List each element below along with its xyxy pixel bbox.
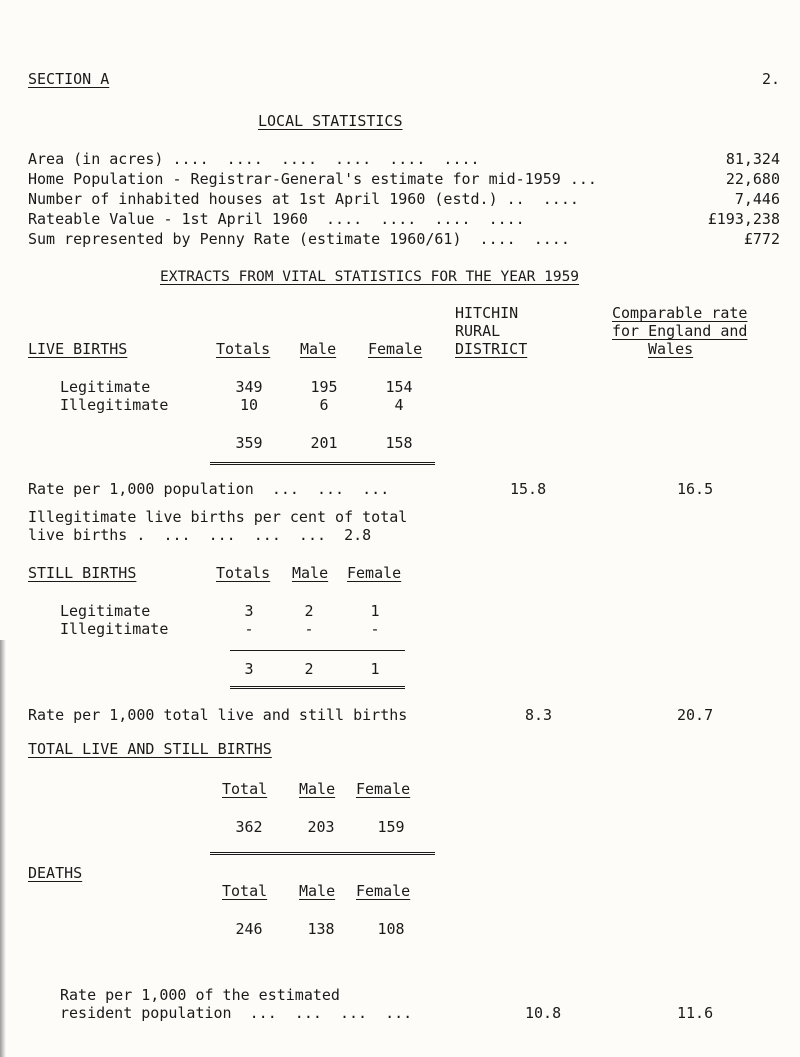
row-label: Legitimate	[60, 602, 151, 620]
double-rule	[230, 686, 405, 689]
cell-total: 349	[235, 378, 263, 396]
sum-female: 158	[385, 434, 413, 452]
cell-male: 195	[310, 378, 338, 396]
col-female: Female	[356, 882, 411, 900]
cell-total: 3	[244, 602, 254, 620]
cell-total: -	[244, 620, 254, 638]
cell-male: 6	[319, 396, 329, 414]
col-male: Male	[299, 882, 336, 900]
cell-female: 154	[385, 378, 413, 396]
double-rule	[210, 462, 435, 465]
col-female: Female	[368, 340, 423, 358]
stat-row-value: 22,680	[725, 170, 780, 188]
stat-row-label: Area (in acres) .... .... .... .... .... ....	[28, 150, 480, 168]
col-total: Total	[222, 882, 268, 900]
stat-row-value: £193,238	[707, 210, 780, 228]
rate-label: resident population ... ... ... ...	[60, 1004, 413, 1022]
col-totals: Totals	[216, 340, 271, 358]
page-edge-shadow	[0, 640, 6, 1057]
still-births-heading: STILL BIRTHS	[28, 564, 137, 582]
col-total: Total	[222, 780, 268, 798]
stat-row-label: Sum represented by Penny Rate (estimate 1960/61) .... ....	[28, 230, 570, 248]
live-births-heading: LIVE BIRTHS	[28, 340, 128, 358]
cell-male: 203	[307, 818, 335, 836]
rate-label: Rate per 1,000 total live and still births	[28, 706, 408, 724]
row-label: Illegitimate	[60, 620, 169, 638]
rate-england: 11.6	[677, 1004, 714, 1022]
deaths-heading: DEATHS	[28, 864, 83, 882]
rate-label: Rate per 1,000 population ... ... ...	[28, 480, 390, 498]
cell-female: 108	[377, 920, 405, 938]
rate-hitchin: 8.3	[525, 706, 553, 724]
row-label: Legitimate	[60, 378, 151, 396]
illegitimate-percent-label: live births . ... ... ... ... 2.8	[28, 526, 372, 544]
col-totals: Totals	[216, 564, 271, 582]
col-male: Male	[300, 340, 337, 358]
stat-row-value: 81,324	[725, 150, 780, 168]
stat-row-label: Home Population - Registrar-General's estimate for mid-1959 ...	[28, 170, 597, 188]
page-number: 2.	[761, 70, 780, 88]
cell-total: 246	[235, 920, 263, 938]
col-female: Female	[347, 564, 402, 582]
rate-hitchin: 15.8	[510, 480, 547, 498]
extracts-title: EXTRACTS FROM VITAL STATISTICS FOR THE YEAR 1959	[160, 269, 580, 285]
col-male: Male	[292, 564, 329, 582]
cell-total: 10	[239, 396, 259, 414]
stat-row-label: Number of inhabited houses at 1st April 1960 (estd.) .. ....	[28, 190, 579, 208]
hitchin-head: HITCHIN	[455, 304, 519, 322]
rate-label: Rate per 1,000 of the estimated	[60, 986, 340, 1004]
sum-total: 359	[235, 434, 263, 452]
stat-row-value: £772	[743, 230, 780, 248]
illegitimate-percent-label: Illegitimate live births per cent of total	[28, 508, 408, 526]
cell-female: -	[370, 620, 380, 638]
total-births-heading: TOTAL LIVE AND STILL BIRTHS	[28, 740, 272, 758]
comparable-head: Comparable rate	[612, 304, 748, 322]
stat-row-label: Rateable Value - 1st April 1960 .... .... .... ....	[28, 210, 525, 228]
hitchin-head: DISTRICT	[455, 340, 528, 358]
rate-england: 16.5	[677, 480, 714, 498]
stat-row-value: 7,446	[734, 190, 780, 208]
comparable-head: Wales	[648, 340, 694, 358]
cell-female: 4	[394, 396, 404, 414]
comparable-head: for England and	[612, 322, 748, 340]
cell-female: 159	[377, 818, 405, 836]
rule	[230, 650, 405, 651]
sum-female: 1	[370, 660, 380, 678]
row-label: Illegitimate	[60, 396, 169, 414]
section-label: SECTION A	[28, 70, 110, 88]
double-rule	[210, 852, 435, 855]
cell-female: 1	[370, 602, 380, 620]
page-title: LOCAL STATISTICS	[258, 112, 403, 130]
col-female: Female	[356, 780, 411, 798]
rate-england: 20.7	[677, 706, 714, 724]
sum-male: 201	[310, 434, 338, 452]
cell-male: 138	[307, 920, 335, 938]
col-male: Male	[299, 780, 336, 798]
sum-male: 2	[304, 660, 314, 678]
sum-total: 3	[244, 660, 254, 678]
hitchin-head: RURAL	[455, 322, 501, 340]
cell-male: -	[304, 620, 314, 638]
rate-hitchin: 10.8	[525, 1004, 562, 1022]
cell-male: 2	[304, 602, 314, 620]
cell-total: 362	[235, 818, 263, 836]
